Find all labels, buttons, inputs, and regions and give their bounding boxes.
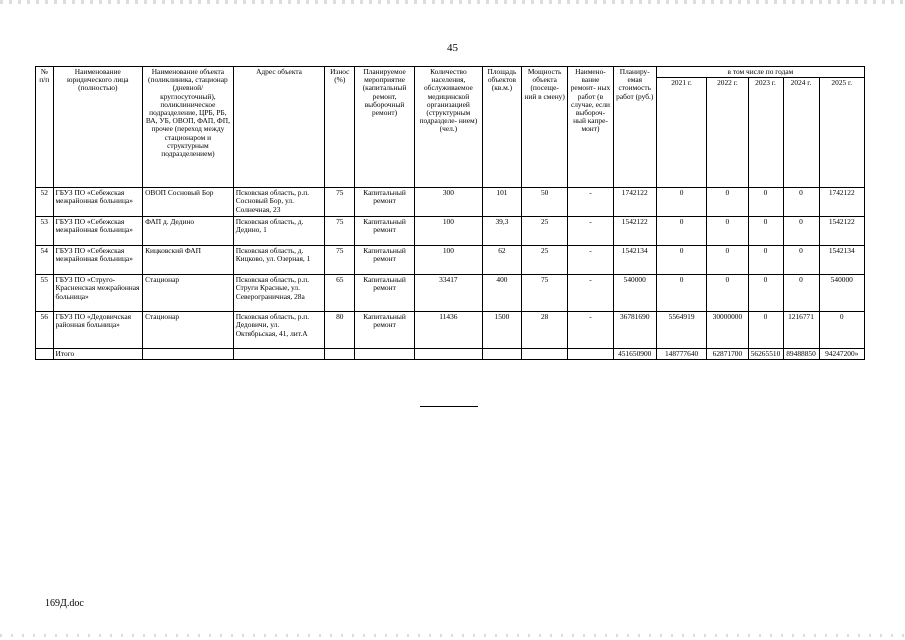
cell-2022: 30000000 [707,312,748,349]
cell-2021: 0 [656,188,706,217]
cell-entity: ГБУЗ ПО «Себежская межрайонная больница» [53,188,143,217]
cell-address: Псковская область, р.п. Струги Красные, ул. Северогpаничная, 28а [233,275,325,312]
cell-2025: 0 [819,312,864,349]
cell-2025: 540000 [819,275,864,312]
horizontal-rule [420,406,478,407]
cell-population: 300 [414,188,482,217]
cell-cost: 540000 [613,275,656,312]
header-year-2025: 2025 г. [819,78,864,188]
header-cost: Планиру- емая стоимость работ (руб.) [613,67,656,188]
cell-2023: 0 [748,246,783,275]
cell-entity: ГБУЗ ПО «Себежская межрайонная больница» [53,217,143,246]
total-2022: 62871700 [707,349,748,360]
cell-activity: Капитальный ремонт [355,188,415,217]
cell-num: 52 [36,188,54,217]
cell-population: 100 [414,217,482,246]
cell-activity: Капитальный ремонт [355,246,415,275]
cell-works: - [568,246,613,275]
cell-object: Стационар [143,312,234,349]
cell-2025: 1742122 [819,188,864,217]
cell-wear: 75 [325,188,355,217]
cell-total-empty [355,349,415,360]
cell-works: - [568,275,613,312]
cell-area: 400 [482,275,521,312]
cell-2023: 0 [748,275,783,312]
cell-total-empty [414,349,482,360]
total-2025: 94247200» [819,349,864,360]
cell-area: 101 [482,188,521,217]
cell-address: Псковская область, д. Дедино, 1 [233,217,325,246]
cell-object: ФАП д. Дедино [143,217,234,246]
table-row [36,188,865,217]
header-num: № п/п [36,67,54,188]
cell-wear: 65 [325,275,355,312]
cell-total-empty [568,349,613,360]
scan-noise-bottom [0,634,905,637]
cell-activity: Капитальный ремонт [355,312,415,349]
cell-2024: 0 [783,217,819,246]
cell-2024: 0 [783,188,819,217]
header-area: Площадь объектов (кв.м.) [482,67,521,188]
cell-wear: 80 [325,312,355,349]
cell-works: - [568,217,613,246]
cell-population: 100 [414,246,482,275]
cell-2022: 0 [707,188,748,217]
cell-2021: 5564919 [656,312,706,349]
header-year-2024: 2024 г. [783,78,819,188]
cell-entity: ГБУЗ ПО «Струго-Красненская межрайонная больница» [53,275,143,312]
cell-capacity: 75 [521,275,567,312]
cell-2023: 0 [748,217,783,246]
cell-2022: 0 [707,275,748,312]
header-works: Наимено- вание ремонт- ных работ (в случае, если выбороч- ный капре- монт) [568,67,613,188]
cell-num: 54 [36,246,54,275]
cell-2023: 0 [748,312,783,349]
table-row [36,217,865,246]
cell-address: Псковская область, р.п. Дедовичи, ул. Октябрьская, 41, лит.А [233,312,325,349]
table-row [36,246,865,275]
capital-repair-table [35,66,865,360]
cell-works: - [568,312,613,349]
cell-cost: 1742122 [613,188,656,217]
cell-cost: 1542134 [613,246,656,275]
cell-2025: 1542122 [819,217,864,246]
table-row [36,275,865,312]
header-activity: Планируемое мероприятие (капитальный ремонт, выборочный ремонт) [355,67,415,188]
cell-wear: 75 [325,217,355,246]
header-wear: Износ (%) [325,67,355,188]
cell-2025: 1542134 [819,246,864,275]
table-row [36,312,865,349]
header-address: Адрес объекта [233,67,325,188]
cell-2024: 0 [783,275,819,312]
header-legal-entity: Наименование юридического лица (полностью) [53,67,143,188]
cell-num: 55 [36,275,54,312]
cell-2023: 0 [748,188,783,217]
cell-num: 53 [36,217,54,246]
header-population: Количество населения, обслуживаемое медицинской организацией (структурным подразделе- нием) (чел.) [414,67,482,188]
page-number: 45 [447,42,458,54]
cell-activity: Капитальный ремонт [355,217,415,246]
cell-capacity: 25 [521,217,567,246]
total-cost: 451650900 [613,349,656,360]
total-2023: 56265510 [748,349,783,360]
cell-activity: Капитальный ремонт [355,275,415,312]
cell-entity: ГБУЗ ПО «Дедовичская районная больница» [53,312,143,349]
cell-2024: 1216771 [783,312,819,349]
cell-population: 33417 [414,275,482,312]
cell-address: Псковская область, д. Кицково, ул. Озерная, 1 [233,246,325,275]
cell-address: Псковская область, р.п. Сосновый Бор, ул. Солнечная, 23 [233,188,325,217]
header-capacity: Мощность объекта (посеще- ний в смену) [521,67,567,188]
total-2024: 89488850 [783,349,819,360]
cell-total-empty [521,349,567,360]
cell-area: 1500 [482,312,521,349]
cell-object: Стационар [143,275,234,312]
cell-2021: 0 [656,275,706,312]
total-2021: 148777640 [656,349,706,360]
cell-works: - [568,188,613,217]
cell-capacity: 25 [521,246,567,275]
cell-total-empty [325,349,355,360]
header-object-name: Наименование объекта (поликлиника, стационар (дневной/ круглосуточный), поликлиническое подразделение, ЦРБ, РБ, ВА, УБ, ОВОП, ФАП, ФП, прочее (переход между стационаром и структурным подразделением) [143,67,234,188]
cell-capacity: 50 [521,188,567,217]
cell-population: 11436 [414,312,482,349]
total-label: Итого [53,349,143,360]
cell-num: 56 [36,312,54,349]
cell-2022: 0 [707,217,748,246]
cell-total-num [36,349,54,360]
cell-object: Кицковский ФАП [143,246,234,275]
cell-area: 39,3 [482,217,521,246]
header-year-2021: 2021 г. [656,78,706,188]
cell-total-empty [233,349,325,360]
header-years-group: в том числе по годам [656,67,864,78]
total-row [36,349,865,360]
cell-2024: 0 [783,246,819,275]
cell-wear: 75 [325,246,355,275]
footer-filename: 169Д.doc [45,598,84,609]
header-year-2023: 2023 г. [748,78,783,188]
cell-cost: 36781690 [613,312,656,349]
header-year-2022: 2022 г. [707,78,748,188]
cell-cost: 1542122 [613,217,656,246]
header-row-1 [36,67,865,78]
cell-total-empty [143,349,234,360]
cell-2021: 0 [656,246,706,275]
cell-area: 62 [482,246,521,275]
cell-capacity: 28 [521,312,567,349]
cell-entity: ГБУЗ ПО «Себежская межрайонная больница» [53,246,143,275]
cell-2021: 0 [656,217,706,246]
cell-total-empty [482,349,521,360]
cell-2022: 0 [707,246,748,275]
cell-object: ОВОП Сосновый Бор [143,188,234,217]
scan-noise-top [0,0,905,4]
